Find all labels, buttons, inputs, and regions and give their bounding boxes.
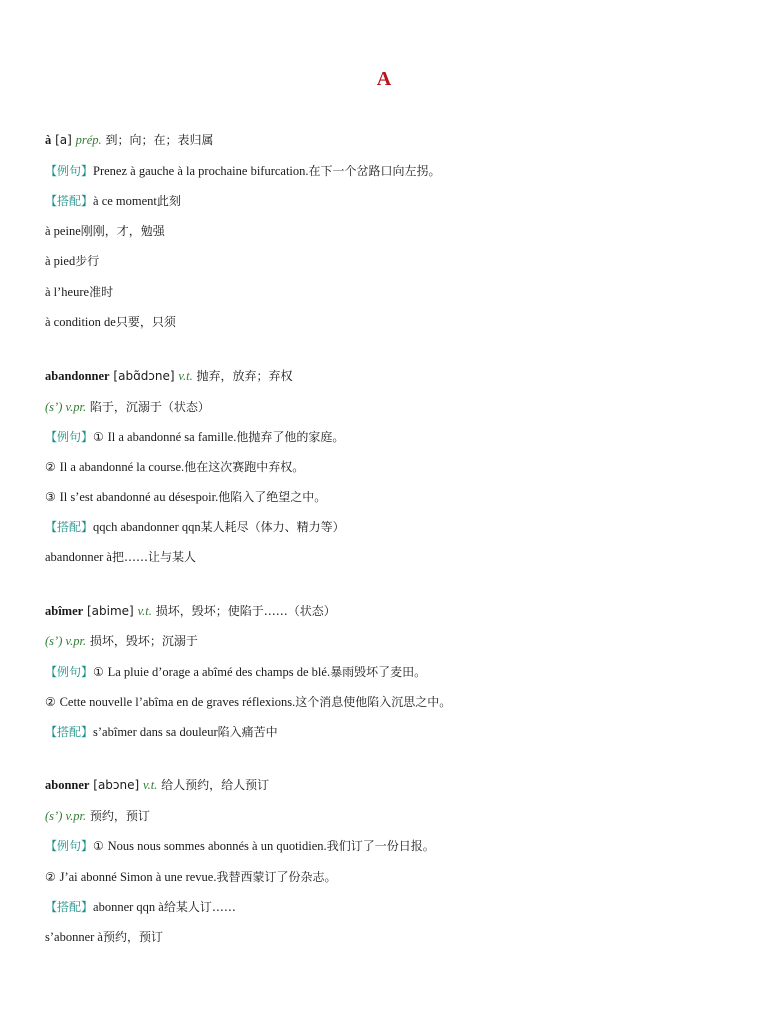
french-text: Nous nous sommes abonnés à un quotidien. — [107, 839, 327, 853]
page-title: A — [376, 68, 392, 90]
french-text: abonner qqn à — [93, 900, 164, 914]
french-text: s’abîmer dans sa douleur — [93, 725, 218, 739]
chinese-text: 准时 — [89, 285, 114, 299]
chinese-text: 他在这次赛跑中弃权。 — [184, 460, 305, 474]
entry-line — [45, 459, 304, 475]
entry-line — [45, 869, 337, 885]
chinese-text: 刚刚，才，勉强 — [80, 224, 165, 238]
entry-line — [45, 519, 345, 535]
chinese-text: ② — [45, 695, 60, 709]
chinese-text: 我们订了一份日报。 — [326, 839, 435, 853]
chinese-text: 预约，预订 — [86, 809, 150, 823]
entry-line — [45, 193, 181, 209]
section-tag: 【例句】 — [45, 430, 94, 444]
french-text: à condition de — [45, 315, 116, 329]
entry-line — [45, 724, 278, 740]
chinese-text: 陷于，沉溺于（状态） — [86, 400, 210, 414]
french-text: La pluie d’orage a abîmé des champs de blé. — [107, 665, 331, 679]
french-text: à l’heure — [45, 285, 90, 299]
french-text: à peine — [45, 224, 81, 238]
entry-line — [45, 694, 451, 710]
chinese-text: 他抛弃了他的家庭。 — [236, 430, 345, 444]
entry-line — [45, 549, 196, 565]
headword: abîmer — [45, 604, 84, 618]
chinese-text: 给人预约，给人预订 — [157, 778, 270, 792]
part-of-speech: prép. — [75, 133, 102, 147]
french-text: Prenez à gauche à la prochaine bifurcation. — [93, 164, 309, 178]
section-tag: 【例句】 — [45, 164, 94, 178]
entry-line — [45, 899, 236, 915]
phonetic: [abɔne] — [89, 778, 143, 792]
chinese-text: 某人耗尽（体力、精力等） — [200, 520, 345, 534]
part-of-speech: v.t. — [143, 778, 158, 792]
chinese-text: 到；向；在；表归属 — [101, 133, 214, 147]
entry-line — [45, 633, 198, 649]
entry-line — [45, 777, 269, 793]
chinese-text: 这个消息使他陷入沉思之中。 — [295, 695, 452, 709]
entry-line — [45, 838, 435, 854]
chinese-text: 给某人订…… — [163, 900, 236, 914]
chinese-text: 抛弃，放弃；弃权 — [192, 369, 293, 383]
chinese-text: 此刻 — [156, 194, 181, 208]
entry-line — [45, 163, 441, 179]
entry-line — [45, 368, 293, 384]
entry-line — [45, 132, 213, 148]
part-of-speech: (s’) v.pr. — [45, 634, 87, 648]
section-tag: 【搭配】 — [45, 194, 94, 208]
entry-line — [45, 664, 426, 680]
headword: à — [45, 133, 52, 147]
chinese-text: ② — [45, 870, 60, 884]
french-text: Il s’est abandonné au désespoir. — [59, 490, 219, 504]
chinese-text: 步行 — [75, 254, 100, 268]
chinese-text: 损坏，毁坏；沉溺于 — [86, 634, 198, 648]
entry-line — [45, 429, 344, 445]
entry-line — [45, 399, 210, 415]
chinese-text: 我替西蒙订了份杂志。 — [216, 870, 337, 884]
section-tag: 【搭配】 — [45, 725, 94, 739]
part-of-speech: v.t. — [137, 604, 152, 618]
entry-line — [45, 603, 336, 619]
phonetic: [a] — [51, 133, 76, 147]
chinese-text: ② — [45, 460, 60, 474]
french-text: Il a abandonné la course. — [59, 460, 185, 474]
headword: abandonner — [45, 369, 110, 383]
section-tag: 【搭配】 — [45, 520, 94, 534]
phonetic: [abime] — [83, 604, 138, 618]
entry-line — [45, 929, 163, 945]
part-of-speech: v.t. — [178, 369, 193, 383]
chinese-text: 他陷入了绝望之中。 — [218, 490, 327, 504]
chinese-text: 损坏，毁坏；使陷于……（状态） — [151, 604, 336, 618]
french-text: Il a abandonné sa famille. — [107, 430, 237, 444]
chinese-text: 在下一个岔路口向左拐。 — [308, 164, 441, 178]
chinese-text: 陷入痛苦中 — [217, 725, 278, 739]
french-text: abandonner à — [45, 550, 112, 564]
entry-line — [45, 284, 113, 300]
entry-line — [45, 808, 150, 824]
chinese-text: 只要，只须 — [115, 315, 176, 329]
section-tag: 【例句】 — [45, 839, 94, 853]
french-text: s’abonner à — [45, 930, 103, 944]
chinese-text: ① — [93, 430, 108, 444]
entry-line — [45, 314, 176, 330]
chinese-text: ① — [93, 665, 108, 679]
french-text: à pied — [45, 254, 76, 268]
french-text: Cette nouvelle l’abîma en de graves réflexions. — [59, 695, 296, 709]
entry-line — [45, 223, 165, 239]
part-of-speech: (s’) v.pr. — [45, 400, 87, 414]
chinese-text: ③ — [45, 490, 60, 504]
entry-line — [45, 489, 326, 505]
entry-line — [45, 253, 99, 269]
chinese-text: 暴雨毁坏了麦田。 — [330, 665, 427, 679]
section-tag: 【例句】 — [45, 665, 94, 679]
headword: abonner — [45, 778, 90, 792]
french-text: J’ai abonné Simon à une revue. — [59, 870, 217, 884]
chinese-text: 预约，预订 — [102, 930, 163, 944]
french-text: à ce moment — [93, 194, 157, 208]
part-of-speech: (s’) v.pr. — [45, 809, 87, 823]
section-tag: 【搭配】 — [45, 900, 94, 914]
chinese-text: ① — [93, 839, 108, 853]
french-text: qqch abandonner qqn — [93, 520, 201, 534]
phonetic: [abɑ̃dɔne] — [109, 369, 179, 383]
chinese-text: 把……让与某人 — [111, 550, 196, 564]
